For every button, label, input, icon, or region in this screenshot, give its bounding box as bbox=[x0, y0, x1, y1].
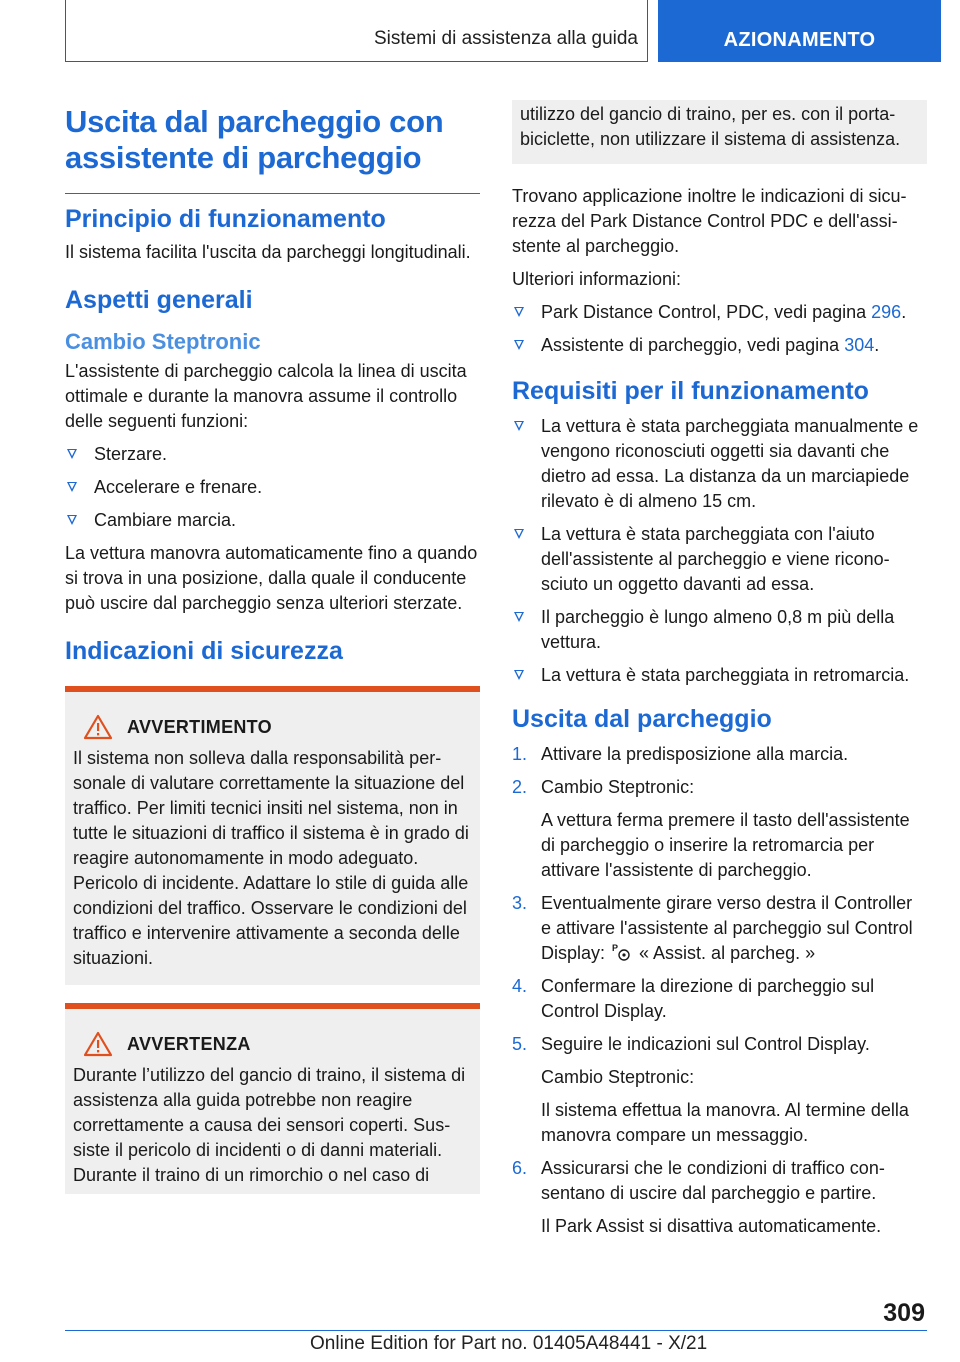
bullet-triangle-icon bbox=[67, 449, 77, 459]
page-title: Uscita dal parcheggio con assistente di parcheggio bbox=[65, 104, 444, 175]
list-item: 1. Attivare la predisposizione alla marcia. bbox=[512, 744, 849, 764]
bullet-triangle-icon bbox=[514, 612, 524, 622]
list-item: Assistente di parcheggio, vedi pagina 304. bbox=[512, 333, 927, 358]
left-column bbox=[65, 100, 480, 1212]
list-item: La vettura è stata parcheggiata manualmente e vengono riconosciuti oggetti sia davanti che dietro ad essa. La distanza da un marciapiede rilevato è di almeno 15 cm. bbox=[512, 414, 927, 514]
heading-principio: Principio di funzionamento bbox=[65, 205, 386, 233]
page-link[interactable]: 304 bbox=[844, 335, 875, 355]
title-divider bbox=[65, 193, 480, 194]
bullet-triangle-icon bbox=[514, 340, 524, 350]
bullet-triangle-icon bbox=[514, 307, 524, 317]
page-number: 309 bbox=[883, 1299, 925, 1327]
warning-text: Durante l’utilizzo del gancio di traino, il sistema di assistenza alla guida potrebbe non reagire correttamente a causa dei sensori coperti. Sussiste il pericolo di incidenti o di danni materiali. Durante il traino di un rimorchio o nel caso di bbox=[73, 1065, 466, 1185]
heading-uscita: Uscita dal parcheggio bbox=[512, 705, 772, 733]
steps-list bbox=[512, 742, 927, 1239]
header-chapter-label: AZIONAMENTO bbox=[723, 29, 876, 51]
functions-list bbox=[65, 442, 480, 533]
warning-title: AVVERTIMENTO bbox=[127, 716, 272, 737]
list-item: La vettura è stata parcheggiata in retromarcia. bbox=[512, 663, 927, 688]
warning-box-avvertimento bbox=[65, 686, 480, 985]
header-section-title: Sistemi di assistenza alla guida bbox=[373, 28, 638, 49]
list-item: 4. Confermare la direzione di parcheggio sul Control Display. bbox=[512, 976, 875, 1021]
bullet-triangle-icon bbox=[514, 529, 524, 539]
warning-triangle-icon bbox=[83, 1031, 113, 1057]
warning-title: AVVERTENZA bbox=[127, 1033, 251, 1054]
warning-box-continuation bbox=[512, 100, 927, 164]
paragraph-trovano: Trovano applicazione inoltre le indicazioni di sicurezza del Park Distance Control PDC e dell'assistente al parcheggio. bbox=[512, 186, 907, 256]
heading-cambio: Cambio Steptronic bbox=[65, 329, 261, 354]
list-item: 6. Assicurarsi che le condizioni di traffico consentano di uscire dal parcheggio e partire. Il Park Assist si disattiva automaticamente. bbox=[512, 1158, 885, 1236]
requirements-list bbox=[512, 414, 927, 688]
page-link[interactable]: 296 bbox=[871, 302, 902, 322]
bullet-triangle-icon bbox=[514, 421, 524, 431]
warning-text: Il sistema non solleva dalla responsabilità personale di valutare correttamente la situazione del traffico. Per limiti tecnici insiti nel sistema, non in tutte le situazioni di traffico il sistema è in grado di reagire autonomamente in modo adeguato. Pericolo di incidente. Adattare lo stile di guida alle condizioni del traffico. Osservare le condizioni del traffico e intervenire attivamente a seconda delle situazioni. bbox=[73, 748, 469, 968]
right-column bbox=[512, 102, 927, 1247]
heading-aspetti: Aspetti generali bbox=[65, 286, 253, 314]
list-item: Sterzare. bbox=[65, 442, 480, 467]
list-item: Il parcheggio è lungo almeno 0,8 m più della vettura. bbox=[512, 605, 927, 655]
header-chapter-tab[interactable] bbox=[658, 0, 941, 62]
paragraph-ulteriori: Ulteriori informazioni: bbox=[512, 269, 682, 289]
paragraph-cambio: L'assistente di parcheggio calcola la linea di uscita ottimale e durante la manovra assume il controllo delle seguenti funzioni: bbox=[65, 361, 467, 431]
footer-divider bbox=[65, 1330, 927, 1331]
bullet-triangle-icon bbox=[514, 670, 524, 680]
list-item: 3. Eventualmente girare verso destra il Controller e attivare l'assistente al parcheggio sul Control Display: P « Assist. al parcheg. » bbox=[512, 893, 913, 963]
references-list bbox=[512, 300, 927, 358]
paragraph-vettura: La vettura manovra automaticamente fino a quando si trova in una posizione, dalla quale il conducente può uscire dal parcheggio senza ulteriori sterzate. bbox=[65, 543, 478, 613]
warning-box-avvertenza bbox=[65, 1003, 480, 1194]
list-item: Cambiare marcia. bbox=[65, 508, 480, 533]
list-item: Accelerare e frenare. bbox=[65, 475, 480, 500]
warning-text: utilizzo del gancio di traino, per es. con il portabiciclette, non utilizzare il sistema di assistenza. bbox=[520, 104, 901, 149]
paragraph-principio: Il sistema facilita l'uscita da parcheggi longitudinali. bbox=[65, 242, 471, 262]
footer-edition: Online Edition for Part no. 01405A48441 - X/21 bbox=[310, 1333, 708, 1354]
list-item: 2. Cambio Steptronic: A vettura ferma premere il tasto dell'assistente di parcheggio o inserire la retromarcia per attivare l'assistente di parcheggio. bbox=[512, 777, 910, 880]
svg-text:P: P bbox=[612, 943, 619, 953]
heading-sicurezza: Indicazioni di sicurezza bbox=[65, 637, 343, 665]
bullet-triangle-icon bbox=[67, 515, 77, 525]
list-item: Park Distance Control, PDC, vedi pagina 296. bbox=[512, 300, 927, 325]
list-item: La vettura è stata parcheggiata con l'aiuto dell'assistente al parcheggio e viene riconosciuto un oggetto davanti ad essa. bbox=[512, 522, 927, 597]
warning-triangle-icon bbox=[83, 714, 113, 740]
heading-requisiti: Requisiti per il funzionamento bbox=[512, 377, 869, 405]
parking-assist-icon bbox=[611, 942, 633, 962]
list-item: 5. Seguire le indicazioni sul Control Display. Cambio Steptronic: Il sistema effettua la manovra. Al termine della manovra compare un messaggio. bbox=[512, 1034, 909, 1145]
bullet-triangle-icon bbox=[67, 482, 77, 492]
